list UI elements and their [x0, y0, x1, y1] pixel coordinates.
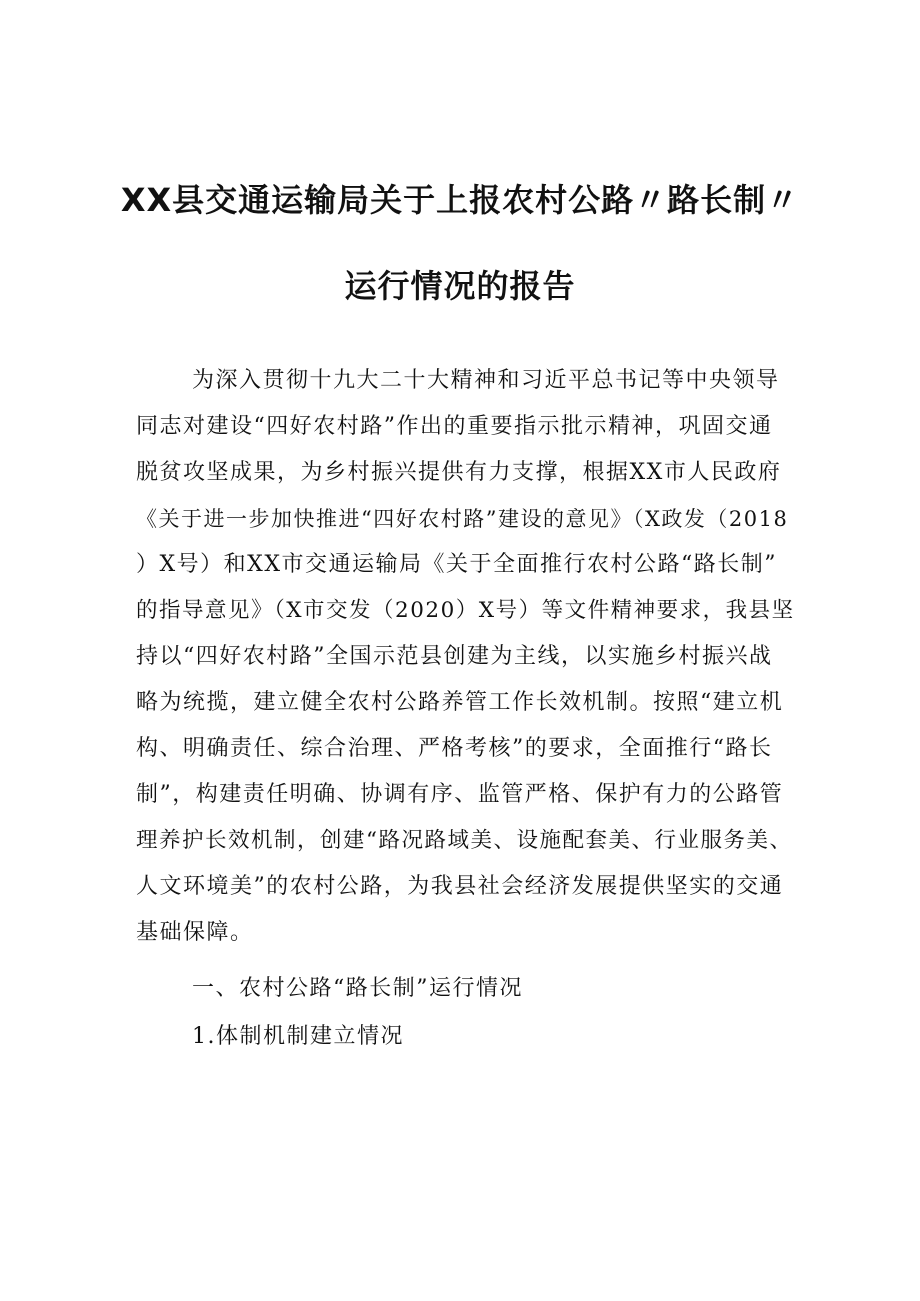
- paragraph-line-5: ）X号）和XX市交通运输局《关于全面推行农村公路“路长制”: [136, 552, 777, 577]
- document-title-line-2: 运行情况的报告: [344, 267, 576, 305]
- paragraph-line-7: 持以“四好农村路”全国示范县创建为主线，以实施乡村振兴战: [136, 644, 773, 669]
- paragraph-line-9: 构、明确责任、综合治理、严格考核”的要求，全面推行“路长: [136, 736, 773, 761]
- paragraph-line-13: 基础保障。: [136, 920, 254, 945]
- section-heading: 一、农村公路“路长制”运行情况: [192, 976, 523, 1001]
- paragraph-line-2: 同志对建设“四好农村路”作出的重要指示批示精神，巩固交通: [136, 414, 773, 439]
- subsection-heading: 1.体制机制建立情况: [192, 1024, 404, 1049]
- paragraph-line-12: 人文环境美”的农村公路，为我县社会经济发展提供坚实的交通: [136, 874, 784, 899]
- paragraph-line-3: 脱贫攻坚成果，为乡村振兴提供有力支撑，根据XX市人民政府: [136, 460, 782, 485]
- paragraph-line-11: 理养护长效机制，创建“路况路域美、设施配套美、行业服务美、: [136, 828, 793, 853]
- paragraph-line-6: 的指导意见》（X市交发（2020）X号）等文件精神要求，我县坚: [136, 598, 795, 623]
- paragraph-line-4: 《关于进一步加快推进“四好农村路”建设的意见》（X政发（2018: [136, 507, 789, 531]
- paragraph-line-1: 为深入贯彻十九大二十大精神和习近平总书记等中央领导: [192, 368, 780, 393]
- document-title-line-1: XX县交通运输局关于上报农村公路〃路长制〃: [120, 181, 800, 219]
- paragraph-line-8: 略为统揽，建立健全农村公路养管工作长效机制。按照“建立机: [136, 690, 784, 715]
- paragraph-line-10: 制”，构建责任明确、协调有序、监管严格、保护有力的公路管: [136, 782, 784, 807]
